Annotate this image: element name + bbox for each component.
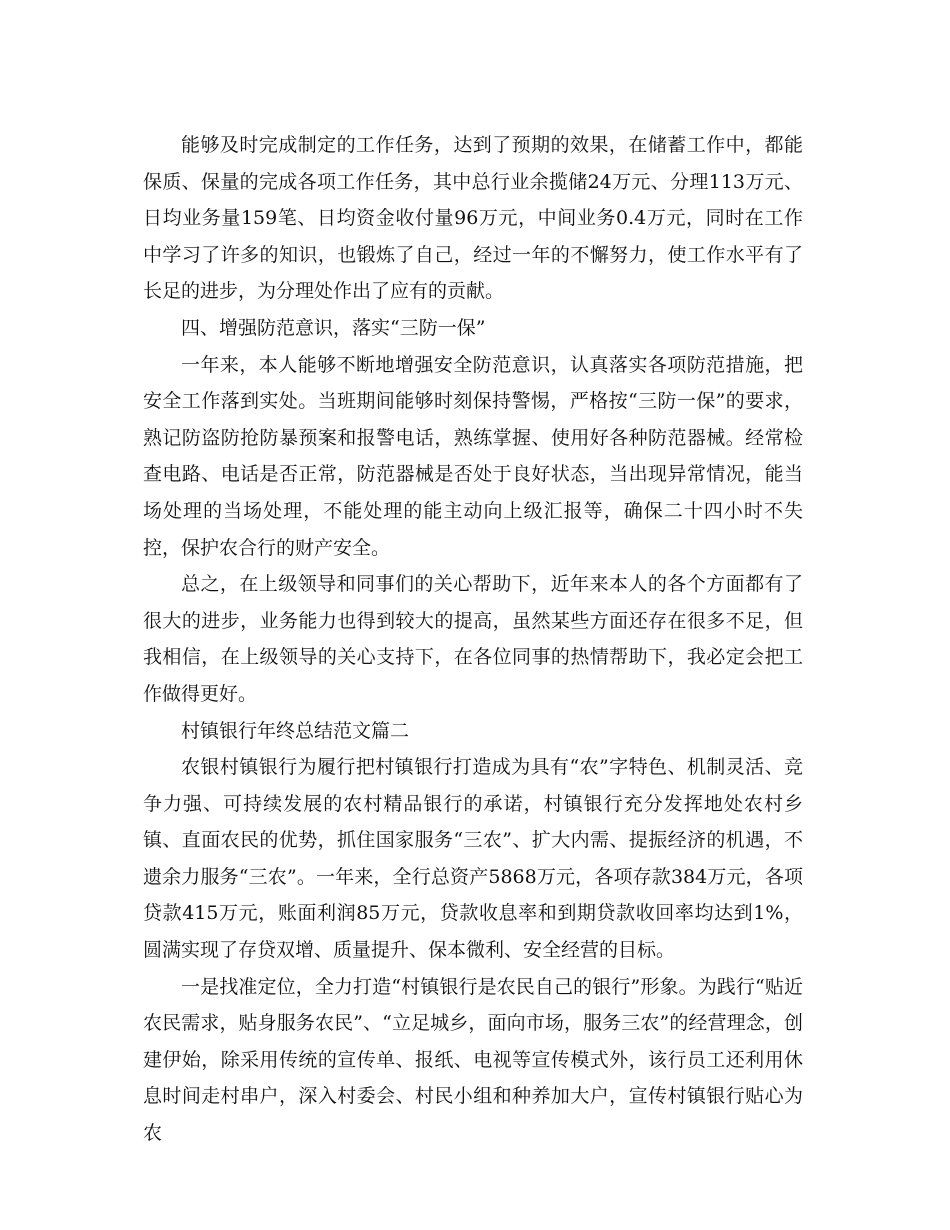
paragraph-bank-overview: 农银村镇银行为履行把村镇银行打造成为具有“农”字特色、机制灵活、竞争力强、可持续发展的农村精品银行的承诺，村镇银行充分发挥地处农村乡镇、直面农民的优势，抓住国家服务“三农”、扩大内需、提振经济的机遇，不遗余力服务“三农”。一年来，全行总资产5868万元，各项存款384万元，各项贷款415万元，账面利润85万元，贷款收息率和到期贷款收回率均达到1%，圆满实现了存贷双增、质量提升、保本微利、安全经营的目标。	[143, 756, 803, 962]
paragraph-positioning: 一是找准定位，全力打造“村镇银行是农民自己的银行”形象。为践行“贴近农民需求，贴身服务农民”、“立足城乡，面向市场，服务三农”的经营理念，创建伊始，除采用传统的宣传单、报纸、电视等宣传模式外，该行员工还利用休息时间走村串户，深入村委会、村民小组和种养加大户，宣传村镇银行贴心为农	[143, 975, 803, 1145]
article-title-part-two: 村镇银行年终总结范文篇二	[181, 719, 410, 742]
paragraph-conclusion: 总之，在上级领导和同事们的关心帮助下，近年来本人的各个方面都有了很大的进步，业务能力也得到较大的提高，虽然某些方面还存在很多不足，但我相信，在上级领导的关心支持下，在各位同事的热情帮助下，我必定会把工作做得更好。	[143, 573, 803, 705]
document-body	[143, 127, 803, 1152]
section-heading-security: 四、增强防范意识，落实“三防一保”	[181, 316, 486, 339]
paragraph-security-awareness: 一年来，本人能够不断地增强安全防范意识，认真落实各项防范措施，把安全工作落到实处。当班期间能够时刻保持警惕，严格按“三防一保”的要求，熟记防盗防抢防暴预案和报警电话，熟练掌握、使用好各种防范器械。经常检查电路、电话是否正常，防范器械是否处于良好状态，当出现异常情况，能当场处理的当场处理，不能处理的能主动向上级汇报等，确保二十四小时不失控，保护农合行的财产安全。	[143, 353, 803, 559]
paragraph-savings-work: 能够及时完成制定的工作任务，达到了预期的效果，在储蓄工作中，都能保质、保量的完成各项工作任务，其中总行业余揽储24万元、分理113万元、日均业务量159笔、日均资金收付量96万元，中间业务0.4万元，同时在工作中学习了许多的知识，也锻炼了自己，经过一年的不懈努力，使工作水平有了长足的进步，为分理处作出了应有的贡献。	[143, 134, 803, 303]
